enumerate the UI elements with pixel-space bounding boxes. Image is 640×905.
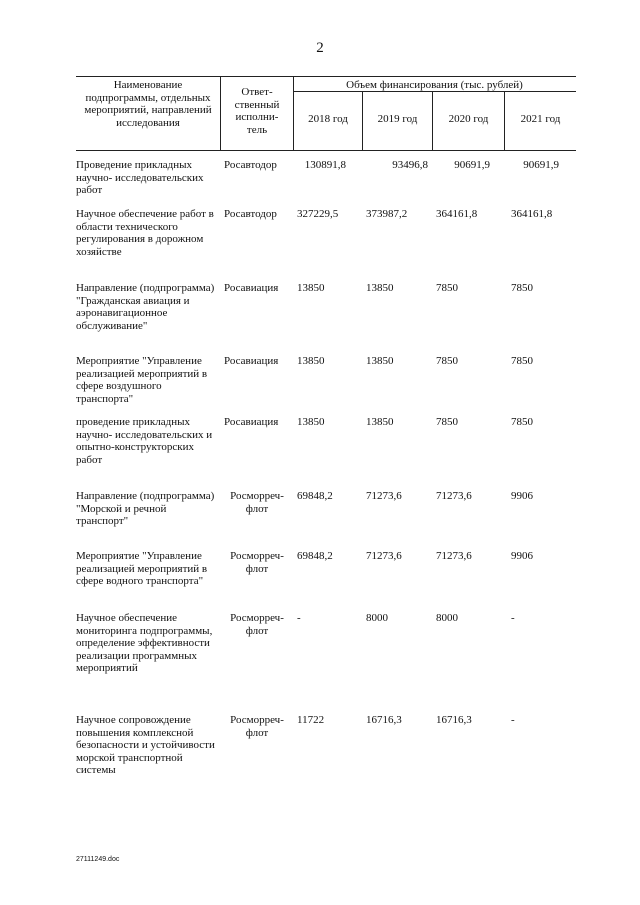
- value-2020: 7850: [436, 355, 458, 367]
- header-year-2019: 2019 год: [377, 113, 418, 125]
- value-2018: 69848,2: [297, 550, 333, 562]
- header-name: Наименование подпрограммы, отдельных мероприятий, направлений исследования: [84, 79, 212, 129]
- value-2021: 7850: [511, 355, 533, 367]
- row-executor: Росавтодор: [224, 208, 277, 220]
- value-2020: 7850: [436, 282, 458, 294]
- value-2019: 13850: [366, 282, 394, 294]
- row-executor: Росавиация: [224, 416, 279, 428]
- value-2018: 13850: [297, 416, 325, 428]
- document-footer: 27111249.doc: [76, 856, 120, 863]
- row-name: проведение прикладных научно- исследовательских и опытно-конструкторских работ: [76, 416, 213, 466]
- value-2019: 71273,6: [366, 490, 402, 502]
- header-executor: Ответ- ственный исполни- тель: [234, 86, 280, 136]
- value-2021: 364161,8: [511, 208, 553, 220]
- value-2021: 9906: [511, 490, 533, 502]
- page-number: 2: [316, 40, 324, 56]
- row-name: Научное обеспечение мониторинга подпрограммы, определение эффективности реализации программных мероприятий: [76, 612, 213, 674]
- value-2021: -: [511, 612, 515, 624]
- value-2021: 9906: [511, 550, 533, 562]
- row-executor: Росморреч- флот: [230, 714, 284, 739]
- row-executor: Росморреч- флот: [230, 550, 284, 575]
- row-name: Мероприятие "Управление реализацией мероприятий в сфере воздушного транспорта": [76, 355, 208, 405]
- row-name: Мероприятие "Управление реализацией мероприятий в сфере водного транспорта": [76, 550, 208, 587]
- header-year-2018: 2018 год: [308, 113, 348, 125]
- header-year-2020: 2020 год: [448, 113, 489, 125]
- value-2019: 373987,2: [366, 208, 408, 220]
- header-financing: Объем финансирования (тыс. рублей): [346, 79, 523, 91]
- value-2020: 7850: [436, 416, 458, 428]
- table-header-bottom-rule: [76, 150, 576, 151]
- value-2018: 130891,8: [304, 159, 346, 171]
- value-2020: 364161,8: [436, 208, 478, 220]
- row-name: Научное обеспечение работ в области технического регулирования в дорожном хозяйстве: [76, 208, 214, 258]
- value-2020: 16716,3: [436, 714, 472, 726]
- row-executor: Росавтодор: [224, 159, 277, 171]
- value-2021: 7850: [511, 282, 533, 294]
- row-executor: Росморреч- флот: [230, 612, 284, 637]
- value-2018: 13850: [297, 355, 325, 367]
- row-executor: Росморреч- флот: [230, 490, 284, 515]
- value-2021: -: [511, 714, 515, 726]
- value-2018: 327229,5: [297, 208, 339, 220]
- value-2020: 71273,6: [436, 550, 472, 562]
- value-2018: -: [297, 612, 301, 624]
- value-2019: 8000: [366, 612, 388, 624]
- value-2021: 7850: [511, 416, 533, 428]
- table-top-rule: [76, 76, 576, 77]
- value-2019: 13850: [366, 355, 394, 367]
- value-2019: 16716,3: [366, 714, 402, 726]
- column-divider: [220, 76, 221, 150]
- value-2018: 11722: [297, 714, 325, 726]
- row-name: Направление (подпрограмма) "Гражданская авиация и аэронавигационное обслуживание": [76, 282, 215, 332]
- header-year-2021: 2021 год: [520, 113, 561, 125]
- value-2018: 13850: [297, 282, 325, 294]
- value-2020: 90691,9: [454, 159, 490, 171]
- row-name: Направление (подпрограмма) "Морской и речной транспорт": [76, 490, 215, 527]
- value-2018: 69848,2: [297, 490, 333, 502]
- value-2020: 8000: [436, 612, 458, 624]
- row-executor: Росавиация: [224, 282, 279, 294]
- value-2021: 90691,9: [523, 159, 559, 171]
- value-2020: 71273,6: [436, 490, 472, 502]
- value-2019: 13850: [366, 416, 394, 428]
- row-name: Проведение прикладных научно- исследовательских работ: [76, 159, 204, 196]
- row-name: Научное сопровождение повышения комплексной безопасности и устойчивости морской транспортной системы: [76, 714, 215, 776]
- value-2019: 71273,6: [366, 550, 402, 562]
- value-2019: 93496,8: [392, 159, 428, 171]
- row-executor: Росавиация: [224, 355, 279, 367]
